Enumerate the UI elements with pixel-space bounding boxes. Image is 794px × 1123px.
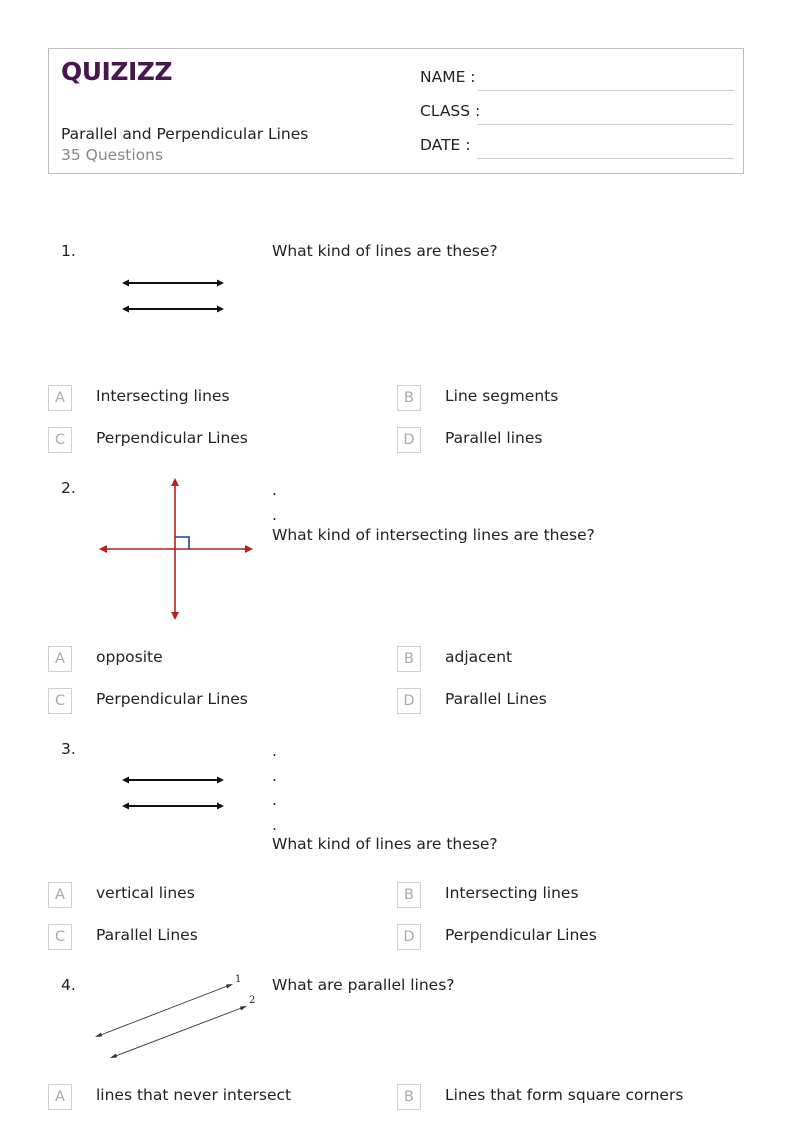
name-label: NAME : (420, 68, 476, 86)
option-text: lines that never intersect (96, 1086, 292, 1104)
option-letter: A (48, 646, 72, 672)
name-line[interactable] (478, 90, 734, 91)
question-2-dots (272, 478, 277, 527)
option-text: Perpendicular Lines (96, 690, 248, 708)
option-text: opposite (96, 648, 163, 666)
question-2-number: 2. (61, 479, 76, 497)
class-field[interactable] (420, 102, 734, 124)
parallel-lines-labeled-figure (90, 970, 265, 1062)
dot: . (272, 505, 277, 524)
question-2-option-c[interactable] (48, 688, 378, 714)
option-letter: A (48, 385, 72, 411)
question-1-number: 1. (61, 242, 76, 260)
option-text: Perpendicular Lines (445, 926, 597, 944)
date-field[interactable] (420, 136, 734, 158)
question-count: 35 Questions (61, 146, 164, 164)
option-text: Parallel Lines (96, 926, 198, 944)
question-2-option-b[interactable] (397, 646, 727, 672)
question-1-option-b[interactable] (397, 385, 727, 411)
question-4-text: What are parallel lines? (272, 976, 455, 994)
dot: . (272, 791, 277, 809)
option-letter: A (48, 882, 72, 908)
option-text: Parallel Lines (445, 690, 547, 708)
question-3-number: 3. (61, 740, 76, 758)
question-3-text: What kind of lines are these? (272, 835, 498, 853)
parallel-lines-figure (118, 275, 228, 317)
question-3-option-a[interactable] (48, 882, 378, 908)
option-letter: B (397, 385, 421, 411)
line-label-2: 2 (249, 995, 256, 1006)
perpendicular-lines-figure (96, 475, 256, 623)
question-3-option-c[interactable] (48, 924, 378, 950)
dot: . (272, 815, 277, 834)
option-letter: C (48, 688, 72, 714)
date-label: DATE : (420, 136, 471, 154)
worksheet-title: Parallel and Perpendicular Lines (61, 125, 309, 143)
class-line[interactable] (478, 124, 734, 125)
option-letter: B (397, 1084, 421, 1110)
option-letter: B (397, 882, 421, 908)
option-letter: D (397, 924, 421, 950)
question-2-option-d[interactable] (397, 688, 727, 714)
date-line[interactable] (478, 158, 734, 159)
class-label: CLASS : (420, 102, 481, 120)
worksheet-header (48, 48, 744, 174)
option-text: Intersecting lines (445, 884, 579, 902)
question-4-option-b[interactable] (397, 1084, 727, 1110)
dot: . (272, 481, 277, 499)
question-1-option-c[interactable] (48, 427, 378, 453)
option-letter: B (397, 646, 421, 672)
option-text: adjacent (445, 648, 513, 666)
option-letter: A (48, 1084, 72, 1110)
question-1-option-a[interactable] (48, 385, 378, 411)
option-text: vertical lines (96, 884, 195, 902)
name-field[interactable] (420, 68, 734, 90)
line-label-1: 1 (235, 974, 242, 985)
option-letter: C (48, 427, 72, 453)
option-text: Line segments (445, 387, 559, 405)
option-letter: C (48, 924, 72, 950)
question-2-text: What kind of intersecting lines are these? (272, 526, 595, 544)
parallel-lines-figure (118, 772, 228, 814)
option-text: Perpendicular Lines (96, 429, 248, 447)
dot: . (272, 766, 277, 785)
question-3-option-d[interactable] (397, 924, 727, 950)
question-1-text: What kind of lines are these? (272, 242, 498, 260)
quizizz-logo: QUIZIZZ (61, 57, 173, 86)
question-4-number: 4. (61, 976, 76, 994)
option-text: Intersecting lines (96, 387, 230, 405)
question-1-option-d[interactable] (397, 427, 727, 453)
question-2-option-a[interactable] (48, 646, 378, 672)
option-text: Parallel lines (445, 429, 543, 447)
option-letter: D (397, 427, 421, 453)
question-3-option-b[interactable] (397, 882, 727, 908)
dot: . (272, 742, 277, 760)
option-letter: D (397, 688, 421, 714)
question-4-option-a[interactable] (48, 1084, 378, 1110)
option-text: Lines that form square corners (445, 1086, 684, 1104)
question-3-dots (272, 739, 277, 837)
